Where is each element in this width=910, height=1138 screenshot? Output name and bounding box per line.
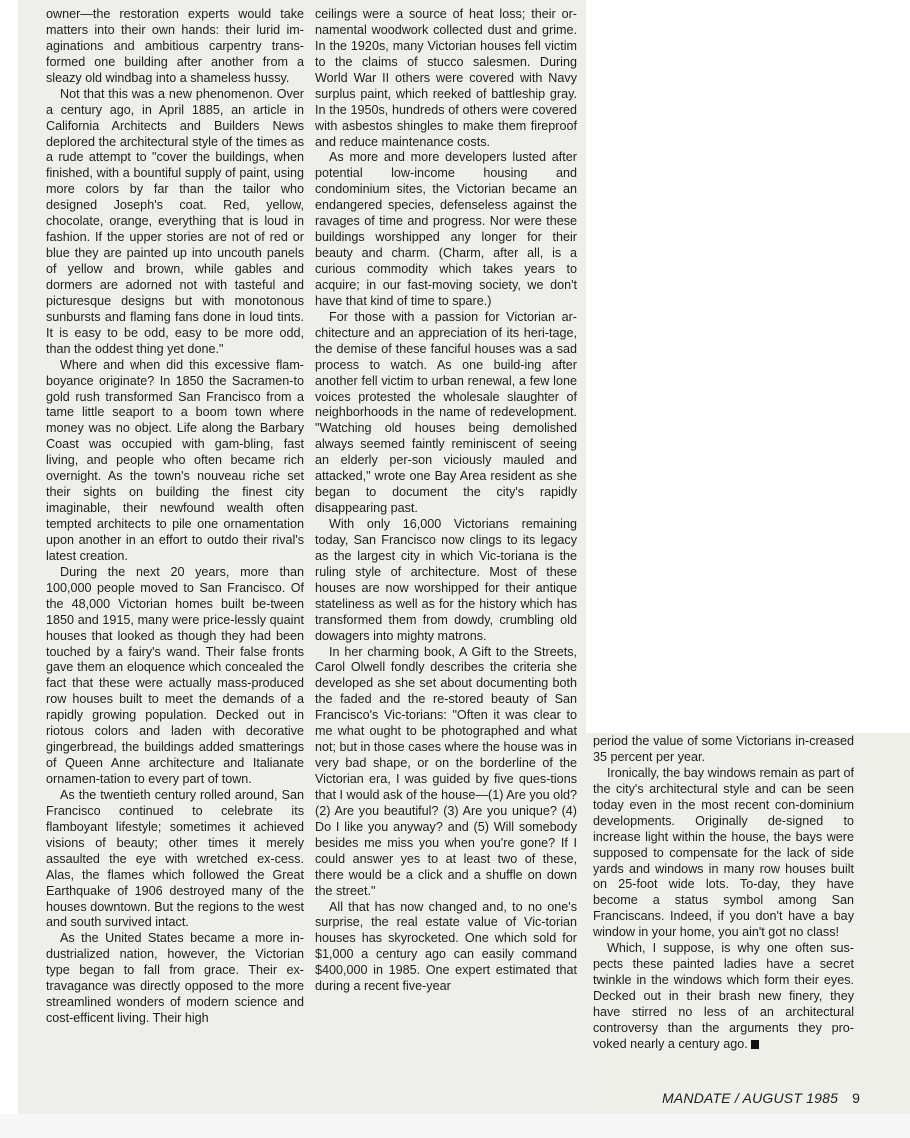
paragraph: In her charming book, A Gift to the Streets, Carol Olwell fondly describes the criteria she developed as she set about documenting both the faded and the re-stored beauty of San Francisco's Vic-torians: "Often it was clear to me what ought to be photographed and what not; but in those cases where the house was in very bad shape, or on the borderline of the Victorian era, I was guided by five ques-tions that I would ask of the house—(1) Are you old? (2) Are you beautiful? (3) Are you unique? (4) Do I like you anyway? and (5) Will somebody besides me miss you when you're gone? If I could answer yes to at least two of these, there would be a click and a shuffle on down the street." bbox=[315, 644, 577, 898]
paragraph: Where and when did this excessive flam-boyance originate? In 1850 the Sacramen-to gold rush transformed San Francisco from a tame little seaport to a boom town where money was no object. Life along the Barbary Coast was occupied with gam-bling, fast living, and people who often became rich overnight. As the town's nouveau riche set their sights on building the finest city imaginable, their newfound wealth often tempted architects to pile one ornamentation upon another in an effort to outdo their rival's latest creation. bbox=[46, 357, 304, 563]
paragraph: owner—the restoration experts would take matters into their own hands: their lurid im-aginations and ambitious carpentry trans-formed one building after another from a sleazy old windbag into a shameless hussy. bbox=[46, 7, 304, 85]
end-of-article-mark bbox=[751, 1040, 759, 1049]
paragraph: ceilings were a source of heat loss; their or-namental woodwork collected dust and grime. In the 1920s, many Victorian houses fell victim to the claims of stucco salesmen. During World War II others were covered with Navy surplus paint, which reeked of battleship gray. In the 1950s, hundreds of others were covered with asbestos shingles to make them fireproof and reduce maintenance costs. bbox=[315, 7, 577, 149]
page-footer bbox=[662, 1090, 860, 1106]
paragraph-text: Which, I suppose, is why one often sus-pects these painted ladies have a secret twinkle in the windows which form their eyes. Decked out in their brash new finery, they have stirred no less of an architectural controversy than the arguments they pro-voked nearly a century ago. bbox=[593, 941, 854, 1051]
paragraph: Not that this was a new phenomenon. Over a century ago, in April 1885, an article in California Architects and Builders News deplored the architectural style of the times as a rude attempt to "cover the buildings, when finished, with a bountiful supply of paint, using more colors by far than the tailor who designed Joseph's coat. Red, yellow, chocolate, orange, everything that is loud in fashion. If the upper stories are not of red or blue they are painted up into uncouth panels of yellow and brown, while gables and dormers are adorned not with tasteful and picturesque designs but with monotonous sunbursts and flaming fans done in loud tints. It is easy to be odd, easy to be more odd, than the oddest thing yet done." bbox=[46, 86, 304, 356]
paragraph: All that has now changed and, to no one's surprise, the real estate value of Vic-torian houses has skyrocketed. One which sold for $1,000 a century ago can easily command $400,000 in 1985. One expert estimated that during a recent five-year bbox=[315, 899, 577, 994]
article-column-1 bbox=[46, 7, 304, 1027]
paragraph: Ironically, the bay windows remain as part of the city's architectural style and can be seen today even in the most recent con-dominium developments. Originally de-signed to increase light within the house, the bays were supposed to compensate for the lack of side yards and windows in many row houses built on 25-foot wide lots. To-day, they have become a status symbol among San Franciscans. Indeed, if you don't have a bay window in your home, you ain't got no class! bbox=[593, 765, 854, 940]
paragraph: As the twentieth century rolled around, San Francisco continued to celebrate its flamboyant lifestyle; sometimes it achieved visions of beauty; other times it merely assaulted the eye with wretched ex-cess. Alas, the flames which followed the Great Earthquake of 1906 destroyed many of the houses downtown. But the regions to the west and south survived intact. bbox=[46, 787, 304, 930]
paragraph-final bbox=[593, 941, 854, 1053]
paragraph: As the United States became a more in-dustrialized nation, however, the Victorian type began to fall from grace. Their ex-travagance was directly opposed to the more streamlined wonders of modern science and cost-efficent living. Their high bbox=[46, 931, 304, 1026]
bottom-strip bbox=[0, 1114, 910, 1138]
article-column-3 bbox=[593, 734, 854, 1053]
magazine-issue-line: MANDATE / AUGUST 1985 bbox=[662, 1090, 839, 1106]
paragraph: As more and more developers lusted after potential low-income housing and condominium sites, the Victorian became an endangered species, defenseless against the ravages of time and progress. Nor were these buildings worshipped any longer for their beauty and charm. (Charm, after all, is a curious commodity which takes years to acquire; in our fast-moving society, we don't have that kind of time to spare.) bbox=[315, 150, 577, 308]
paragraph: period the value of some Victorians in-creased 35 percent per year. bbox=[593, 734, 854, 764]
paragraph: For those with a passion for Victorian ar-chitecture and an appreciation of its heri-tage, the demise of these fanciful houses was a sad process to watch. As one build-ing after another fell victim to urban renewal, a few lone voices protested the wholesale slaughter of neighborhoods in the name of redevelopment. "Watching old houses being demolished always seemed faintly reminiscent of seeing an elderly per-son viciously mauled and attacked," wrote one Bay Area resident as she began to document the city's rapidly disappearing past. bbox=[315, 309, 577, 516]
paragraph: With only 16,000 Victorians remaining today, San Francisco now clings to its legacy as the largest city in which Vic-toriana is the ruling style of architecture. Most of these houses are now worshipped for their antique stateliness as well as for the history which has transformed them from dowdy, crumbling old dowagers into mighty matrons. bbox=[315, 517, 577, 643]
article-column-2 bbox=[315, 7, 577, 995]
page-number: 9 bbox=[852, 1090, 860, 1106]
paragraph: During the next 20 years, more than 100,000 people moved to San Francisco. Of the 48,000 Victorian homes built be-tween 1850 and 1915, many were price-lessly quaint houses that looked as though they had been touched by a fairy's wand. Their false fronts gave them an eloquence which concealed the fact that these were actually mass-produced row houses built to meet the demands of a rapidly growing population. Decked out in riotous colors and laden with decorative gingerbread, the buildings added smatterings of Queen Anne architecture and Italianate ornamen-tation to every part of town. bbox=[46, 564, 304, 786]
